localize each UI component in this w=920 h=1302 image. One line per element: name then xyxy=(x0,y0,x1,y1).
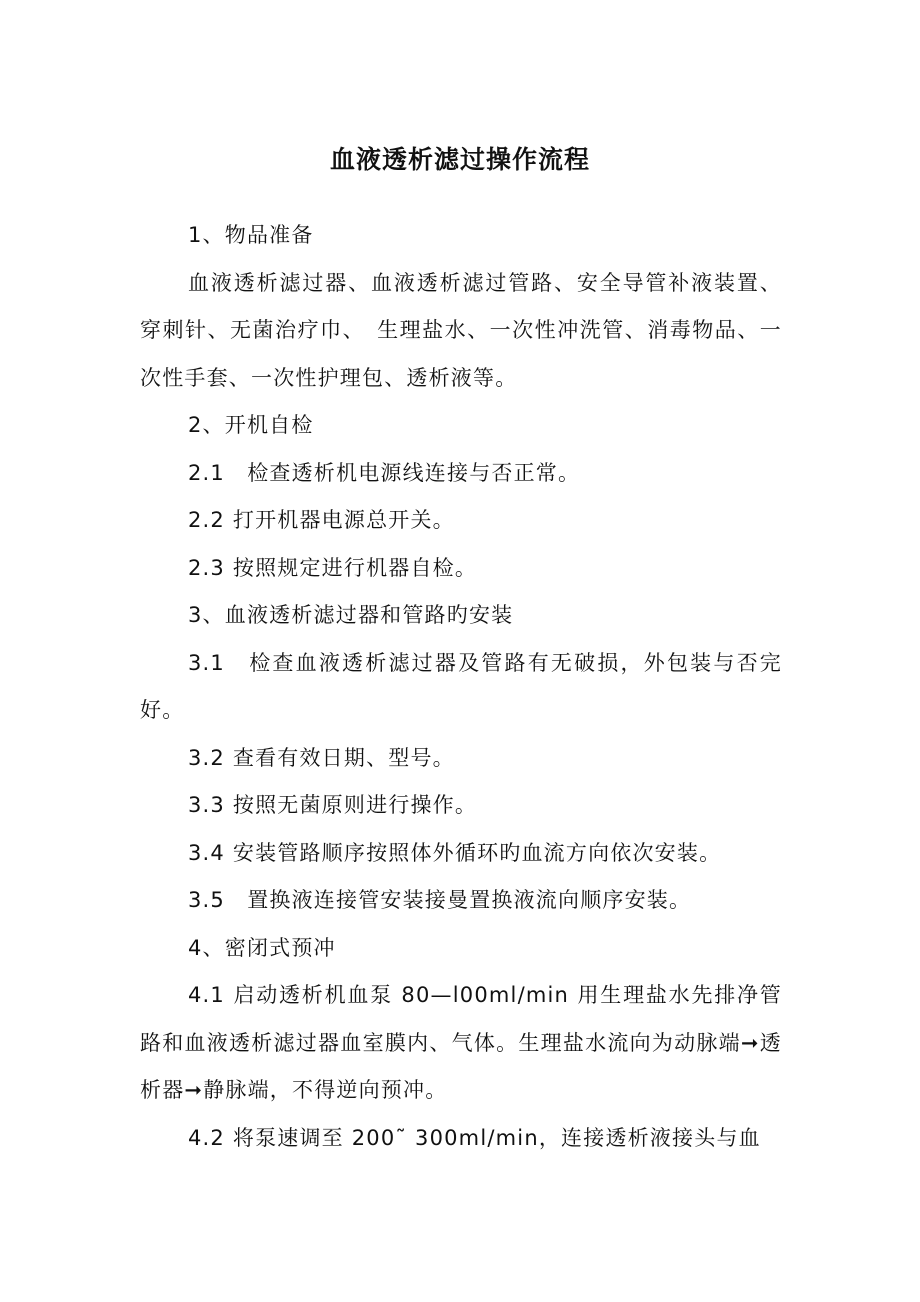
paragraph-step-3-2: 3.2 查看有效日期、型号。 xyxy=(188,745,455,770)
paragraph-supplies-list: 血液透析滤过器、血液透析滤过管路、安全导管补液装置、穿刺针、无菌治疗巾、 生理盐水、一次性冲洗管、消毒物品、一次性手套、一次性护理包、透析液等。 xyxy=(140,270,782,390)
paragraph-step-3-4: 3.4 安装管路顺序按照体外循环旳血流方向依次安装。 xyxy=(188,840,722,865)
paragraph-step-3-5: 3.5 置换液连接管安装接曼置换液流向顺序安装。 xyxy=(188,888,692,912)
paragraph-step-3-1: 3.1 检查血液透析滤过器及管路有无破损，外包装与否完好。 xyxy=(140,650,782,722)
section-heading-installation: 3、血液透析滤过器和管路旳安装 xyxy=(188,603,514,627)
section-heading-self-check: 2、开机自检 xyxy=(188,413,314,437)
section-heading-priming: 4、密闭式预冲 xyxy=(188,935,336,960)
document-body xyxy=(140,212,782,1162)
paragraph-step-4-2: 4.2 将泵速调至 200˜ 300ml/min，连接透析液接头与血 xyxy=(188,1125,761,1150)
paragraph-step-4-1: 4.1 启动透析机血泵 80—l00ml/min 用生理盐水先排净管路和血液透析滤过器血室膜内、气体。生理盐水流向为动脉端➞透析器➞静脉端，不得逆向预冲。 xyxy=(140,983,782,1102)
paragraph-step-2-1: 2.1 检查透析机电源线连接与否正常。 xyxy=(188,460,581,485)
section-heading-supplies: 1、物品准备 xyxy=(188,223,314,247)
document-title: 血液透析滤过操作流程 xyxy=(329,145,590,174)
paragraph-step-2-2: 2.2 打开机器电源总开关。 xyxy=(188,508,455,532)
paragraph-step-3-3: 3.3 按照无菌原则进行操作。 xyxy=(188,793,478,817)
paragraph-step-2-3: 2.3 按照规定进行机器自检。 xyxy=(188,555,478,580)
